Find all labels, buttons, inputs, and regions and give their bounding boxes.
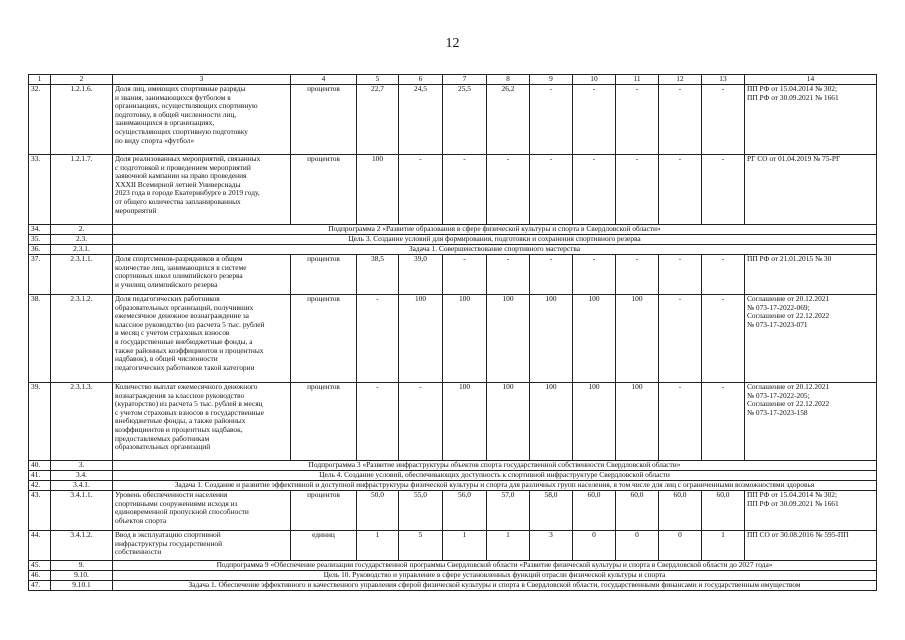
section-row [29,561,877,571]
value-cell: - [659,85,702,155]
row-number: 47. [29,581,51,591]
row-code: 2. [51,225,113,235]
row-number: 43. [29,491,51,531]
value-cell: - [659,383,702,461]
unit-cell: процентов [291,295,357,383]
row-code: 2.3. [51,235,113,245]
row-number: 35. [29,235,51,245]
row-code: 2.3.1.1. [51,255,113,295]
section-row [29,245,877,255]
value-cell: - [487,155,530,225]
value-cell: - [443,155,487,225]
value-cell: - [399,383,443,461]
value-cell: 58,0 [530,491,573,531]
row-number: 42. [29,481,51,491]
table-row [29,531,877,561]
row-number: 44. [29,531,51,561]
value-cell: - [573,155,616,225]
source-cell: ПП РФ от 21.01.2015 № 30 [745,255,877,295]
section-row [29,461,877,471]
value-cell: - [702,85,745,155]
value-cell: - [487,255,530,295]
value-cell: 100 [443,295,487,383]
value-cell: - [573,255,616,295]
unit-cell: единиц [291,531,357,561]
value-cell: 100 [443,383,487,461]
column-number-header: 13 [702,75,745,85]
row-number: 34. [29,225,51,235]
row-number: 32. [29,85,51,155]
column-number-header: 9 [530,75,573,85]
row-number: 45. [29,561,51,571]
value-cell: 60,0 [616,491,659,531]
column-number-header: 4 [291,75,357,85]
table-row [29,85,877,155]
value-cell: - [659,295,702,383]
section-title: Подпрограмма 2 «Развитие образования в сфере физической культуры и спорта в Свердловской области» [113,225,877,235]
table-row [29,255,877,295]
indicator-name: Количество выплат ежемесячного денежного вознаграждения за классное руководство (кураторство) из расчета 5 тыс. рублей в месяц с учетом страховых взносов в государственные внебюджетные фонды, а также районных коэффициентов и процентных надбавок, предоставляемых работникам образовательных организаций [113,383,291,461]
value-cell: - [357,383,399,461]
value-cell: 55,0 [399,491,443,531]
value-cell: - [702,295,745,383]
value-cell: 39,0 [399,255,443,295]
row-code: 9.10.1 [51,581,113,591]
indicator-name: Уровень обеспеченности населения спортивными сооружениями исходя из единовременной пропускной способности объектов спорта [113,491,291,531]
column-number-header: 5 [357,75,399,85]
value-cell: 0 [659,531,702,561]
column-number-header: 2 [51,75,113,85]
column-number-header: 11 [616,75,659,85]
value-cell: - [443,255,487,295]
value-cell: 100 [530,295,573,383]
indicator-name: Доля педагогических работников образовательных организаций, получивших ежемесячное денежное вознаграждение за классное руководство (из расчета 5 тыс. рублей в месяц с учетом страховых взносов в государственные внебюджетные фонды, а также районных коэффициентов и процентных надбавок), в общей численности педагогических работников такой категории [113,295,291,383]
row-code: 9. [51,561,113,571]
row-number: 37. [29,255,51,295]
row-code: 3.4.1.1. [51,491,113,531]
indicators-table [28,74,877,591]
value-cell: 26,2 [487,85,530,155]
section-row [29,225,877,235]
section-title: Задача 1. Совершенствование спортивного мастерства [113,245,877,255]
value-cell: 100 [399,295,443,383]
section-title: Подпрограмма 3 «Развитие инфраструктуры объектов спорта государственной собственности Свердловской области» [113,461,877,471]
value-cell: - [530,85,573,155]
row-code: 3.4. [51,471,113,481]
value-cell: 100 [530,383,573,461]
table-row [29,491,877,531]
value-cell: 50,0 [357,491,399,531]
section-row [29,581,877,591]
value-cell: - [573,85,616,155]
value-cell: 100 [616,383,659,461]
row-number: 36. [29,245,51,255]
value-cell: - [530,155,573,225]
value-cell: 100 [573,295,616,383]
value-cell: 1 [702,531,745,561]
column-number-header: 10 [573,75,616,85]
row-code: 3.4.1.2. [51,531,113,561]
value-cell: - [399,155,443,225]
row-code: 2.3.1. [51,245,113,255]
table-row [29,295,877,383]
row-code: 1.2.1.7. [51,155,113,225]
source-cell: ПП РФ от 15.04.2014 № 302; ПП РФ от 30.09.2021 № 1661 [745,491,877,531]
row-number: 40. [29,461,51,471]
value-cell: 5 [399,531,443,561]
row-number: 41. [29,471,51,481]
table-header-row [29,75,877,85]
section-row [29,235,877,245]
row-number: 39. [29,383,51,461]
value-cell: 1 [357,531,399,561]
value-cell: 57,0 [487,491,530,531]
section-title: Подпрограмма 9 «Обеспечение реализации государственной программы Свердловской области «Развитие физической культуры и спорта в Свердловской области до 2027 года» [113,561,877,571]
value-cell: 22,7 [357,85,399,155]
section-title: Задача 1. Обеспечение эффективного и качественного управления сферой физической культуры и спорта в Свердловской области, государственными финансами и государственным имуществом [113,581,877,591]
row-number: 38. [29,295,51,383]
value-cell: 0 [616,531,659,561]
value-cell: - [357,295,399,383]
source-cell: Соглашение от 20.12.2021 № 073-17-2022-205; Соглашение от 22.12.2022 № 073-17-2023-158 [745,383,877,461]
section-title: Задача 1. Создание и развитие эффективной и доступной инфраструктуры физической культуры и спорта для различных групп населения, в том числе для лиц с ограниченными возможностями здоровья [113,481,877,491]
column-number-header: 12 [659,75,702,85]
section-title: Цель 3. Создание условий для формирования, подготовки и сохранения спортивного резерва [113,235,877,245]
value-cell: 100 [357,155,399,225]
value-cell: 3 [530,531,573,561]
value-cell: 100 [487,295,530,383]
value-cell: 1 [487,531,530,561]
indicator-name: Доля реализованных мероприятий, связанных с подготовкой и проведением мероприятий заявочной кампании на право проведения XXXII Всемирной летней Универсиады 2023 года в городе Екатеринбурге в 2019 году, от общего количества запланированных мероприятий [113,155,291,225]
value-cell: - [702,155,745,225]
indicator-name: Доля спортсменов-разрядников в общем количестве лиц, занимающихся в системе спортивных школ олимпийского резерва и училищ олимпийского резерва [113,255,291,295]
row-code: 1.2.1.6. [51,85,113,155]
table-row [29,155,877,225]
value-cell: - [659,155,702,225]
source-cell: ПП РФ от 15.04.2014 № 302; ПП РФ от 30.09.2021 № 1661 [745,85,877,155]
column-number-header: 1 [29,75,51,85]
column-number-header: 7 [443,75,487,85]
unit-cell: процентов [291,491,357,531]
value-cell: 60,0 [573,491,616,531]
unit-cell: процентов [291,255,357,295]
value-cell: 60,0 [659,491,702,531]
source-cell: ПП СО от 30.08.2016 № 595-ПП [745,531,877,561]
source-cell: Соглашение от 20.12.2021 № 073-17-2022-069; Соглашение от 22.12.2022 № 073-17-2023-071 [745,295,877,383]
column-number-header: 6 [399,75,443,85]
value-cell: - [616,85,659,155]
page-number: 12 [445,36,460,51]
value-cell: - [702,383,745,461]
table-row [29,383,877,461]
row-code: 3.4.1. [51,481,113,491]
section-row [29,481,877,491]
section-title: Цель 4. Создание условий, обеспечивающих доступность к спортивной инфраструктуре Свердловской области [113,471,877,481]
value-cell: - [702,255,745,295]
value-cell: 100 [573,383,616,461]
value-cell: - [659,255,702,295]
value-cell: 60,0 [702,491,745,531]
value-cell: 38,5 [357,255,399,295]
section-row [29,471,877,481]
section-title: Цель 10. Руководство и управление в сфере установленных функций отрасли физической культуры и спорта [113,571,877,581]
value-cell: 56,0 [443,491,487,531]
source-cell: РГ СО от 01.04.2019 № 75-РГ [745,155,877,225]
value-cell: - [616,255,659,295]
value-cell: 1 [443,531,487,561]
value-cell: 25,5 [443,85,487,155]
row-number: 33. [29,155,51,225]
value-cell: 0 [573,531,616,561]
row-code: 2.3.1.2. [51,295,113,383]
row-code: 3. [51,461,113,471]
unit-cell: процентов [291,383,357,461]
row-code: 9.10. [51,571,113,581]
row-number: 46. [29,571,51,581]
value-cell: 24,5 [399,85,443,155]
row-code: 2.3.1.3. [51,383,113,461]
indicator-name: Ввод в эксплуатацию спортивной инфраструктуры государственной собственности [113,531,291,561]
unit-cell: процентов [291,155,357,225]
column-number-header: 14 [745,75,877,85]
value-cell: - [616,155,659,225]
column-number-header: 8 [487,75,530,85]
column-number-header: 3 [113,75,291,85]
value-cell: 100 [616,295,659,383]
value-cell: 100 [487,383,530,461]
unit-cell: процентов [291,85,357,155]
section-row [29,571,877,581]
indicator-name: Доля лиц, имеющих спортивные разряды и звания, занимающихся футболом в организациях, осуществляющих спортивную подготовку, в общей численности лиц, занимающихся в организациях, осуществляющих спортивную подготовку по виду спорта «футбол» [113,85,291,155]
value-cell: - [530,255,573,295]
